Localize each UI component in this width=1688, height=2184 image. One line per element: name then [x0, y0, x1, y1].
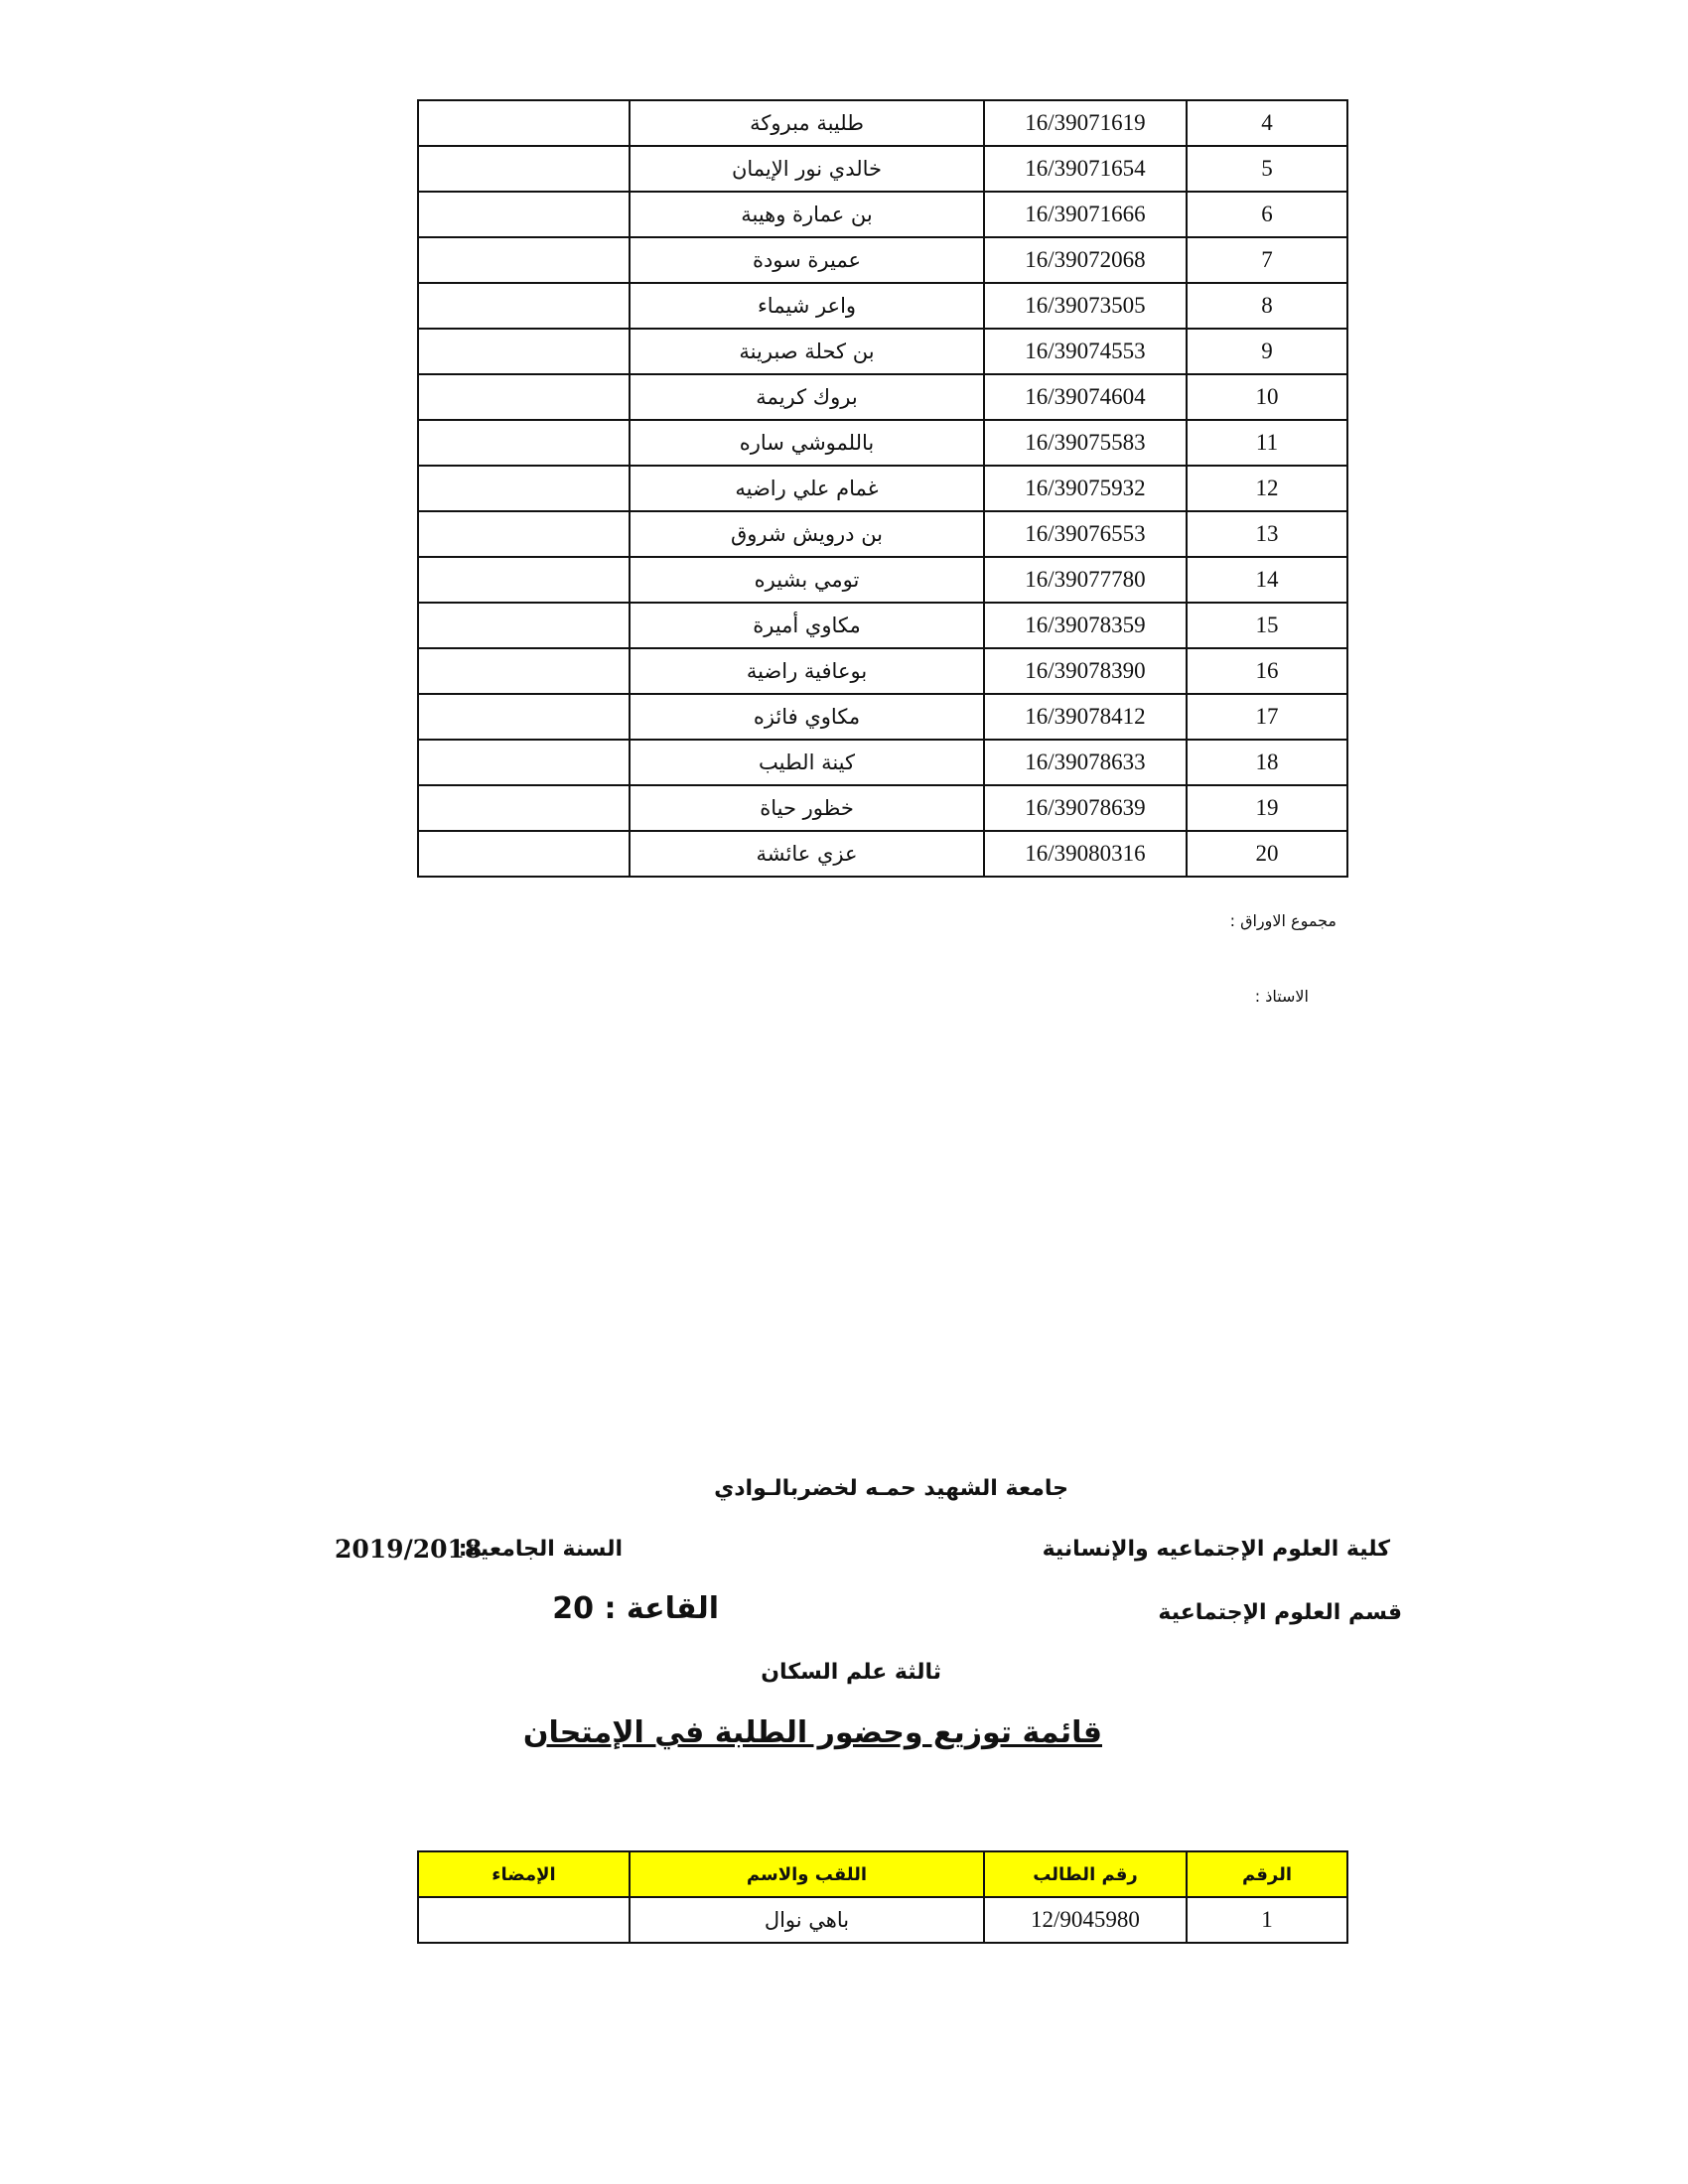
header-full-name: اللقب والاسم — [630, 1851, 984, 1897]
signature-cell — [418, 374, 630, 420]
table-row — [418, 329, 1347, 374]
row-number: 5 — [1187, 146, 1347, 192]
table-row — [418, 466, 1347, 511]
signature-cell — [418, 785, 630, 831]
row-number: 16 — [1187, 648, 1347, 694]
signature-cell — [418, 1897, 630, 1943]
student-id: 16/39077780 — [984, 557, 1187, 603]
professor-label: الاستاذ : — [1254, 987, 1309, 1006]
student-name: مكاوي أميرة — [630, 603, 984, 648]
student-name: باهي نوال — [630, 1897, 984, 1943]
row-number: 1 — [1187, 1897, 1347, 1943]
row-number: 4 — [1187, 100, 1347, 146]
row-number: 17 — [1187, 694, 1347, 740]
student-name: بروك كريمة — [630, 374, 984, 420]
table-row — [418, 192, 1347, 237]
row-number: 10 — [1187, 374, 1347, 420]
student-name: غمام علي راضيه — [630, 466, 984, 511]
department-name: قسم العلوم الإجتماعية — [1158, 1600, 1402, 1625]
table-row — [418, 557, 1347, 603]
table-row — [418, 1897, 1347, 1943]
signature-cell — [418, 237, 630, 283]
row-number: 19 — [1187, 785, 1347, 831]
student-name: باللموشي ساره — [630, 420, 984, 466]
signature-cell — [418, 283, 630, 329]
document-title: قائمة توزيع وحضور الطلبة في الإمتحان — [522, 1715, 1102, 1750]
header-student-id: رقم الطالب — [984, 1851, 1187, 1897]
student-id: 16/39071666 — [984, 192, 1187, 237]
table-row — [418, 511, 1347, 557]
table-row — [418, 648, 1347, 694]
table-header-row — [418, 1851, 1347, 1897]
signature-cell — [418, 420, 630, 466]
table-row — [418, 374, 1347, 420]
level-label: ثالثة علم السكان — [761, 1660, 941, 1685]
student-id: 16/39078390 — [984, 648, 1187, 694]
student-name: كينة الطيب — [630, 740, 984, 785]
row-number: 9 — [1187, 329, 1347, 374]
top-roster-table — [417, 99, 1348, 878]
row-number: 14 — [1187, 557, 1347, 603]
student-name: عميرة سودة — [630, 237, 984, 283]
table-row — [418, 237, 1347, 283]
table-row — [418, 146, 1347, 192]
row-number: 20 — [1187, 831, 1347, 877]
faculty-name: كلية العلوم الإجتماعيه والإنسانية — [1042, 1537, 1390, 1562]
table-row — [418, 740, 1347, 785]
student-id: 16/39071619 — [984, 100, 1187, 146]
student-name: واعر شيماء — [630, 283, 984, 329]
signature-cell — [418, 466, 630, 511]
table-row — [418, 694, 1347, 740]
row-number: 12 — [1187, 466, 1347, 511]
row-number: 6 — [1187, 192, 1347, 237]
student-name: عزي عائشة — [630, 831, 984, 877]
signature-cell — [418, 648, 630, 694]
row-number: 13 — [1187, 511, 1347, 557]
signature-cell — [418, 100, 630, 146]
student-id: 16/39078412 — [984, 694, 1187, 740]
student-id: 16/39075583 — [984, 420, 1187, 466]
student-id: 12/9045980 — [984, 1897, 1187, 1943]
signature-cell — [418, 511, 630, 557]
header-number: الرقم — [1187, 1851, 1347, 1897]
signature-cell — [418, 329, 630, 374]
row-number: 7 — [1187, 237, 1347, 283]
row-number: 18 — [1187, 740, 1347, 785]
student-id: 16/39078633 — [984, 740, 1187, 785]
signature-cell — [418, 740, 630, 785]
top-roster-table-wrap — [417, 99, 1346, 878]
student-name: خالدي نور الإيمان — [630, 146, 984, 192]
total-papers-label: مجموع الاوراق : — [1229, 911, 1336, 930]
student-id: 16/39072068 — [984, 237, 1187, 283]
header-signature: الإمضاء — [418, 1851, 630, 1897]
signature-cell — [418, 603, 630, 648]
table-row — [418, 420, 1347, 466]
student-name: تومي بشيره — [630, 557, 984, 603]
row-number: 15 — [1187, 603, 1347, 648]
signature-cell — [418, 557, 630, 603]
student-id: 16/39078639 — [984, 785, 1187, 831]
row-number: 8 — [1187, 283, 1347, 329]
academic-year-label: السنة الجامعية: — [458, 1537, 623, 1562]
university-name: جامعة الشهيد حمـه لخضربالـوادي — [714, 1476, 1068, 1501]
student-name: بوعافية راضية — [630, 648, 984, 694]
student-id: 16/39073505 — [984, 283, 1187, 329]
signature-cell — [418, 146, 630, 192]
signature-cell — [418, 694, 630, 740]
table-row — [418, 100, 1347, 146]
table-row — [418, 785, 1347, 831]
student-id: 16/39074604 — [984, 374, 1187, 420]
student-name: بن كحلة صبرينة — [630, 329, 984, 374]
student-name: مكاوي فائزه — [630, 694, 984, 740]
bottom-roster-table-wrap — [417, 1850, 1346, 1944]
student-id: 16/39075932 — [984, 466, 1187, 511]
bottom-roster-body — [418, 1897, 1347, 1943]
bottom-roster-table — [417, 1850, 1348, 1944]
signature-cell — [418, 192, 630, 237]
row-number: 11 — [1187, 420, 1347, 466]
student-id: 16/39074553 — [984, 329, 1187, 374]
top-roster-body — [418, 100, 1347, 877]
academic-year-value: 2019/2018 — [335, 1535, 483, 1564]
signature-cell — [418, 831, 630, 877]
table-row — [418, 603, 1347, 648]
table-row — [418, 283, 1347, 329]
student-name: خظور حياة — [630, 785, 984, 831]
student-id: 16/39078359 — [984, 603, 1187, 648]
student-id: 16/39071654 — [984, 146, 1187, 192]
room-number: القاعة : 20 — [552, 1591, 719, 1626]
student-id: 16/39080316 — [984, 831, 1187, 877]
student-name: بن عمارة وهيبة — [630, 192, 984, 237]
student-id: 16/39076553 — [984, 511, 1187, 557]
table-row — [418, 831, 1347, 877]
student-name: بن درويش شروق — [630, 511, 984, 557]
student-name: طليبة مبروكة — [630, 100, 984, 146]
